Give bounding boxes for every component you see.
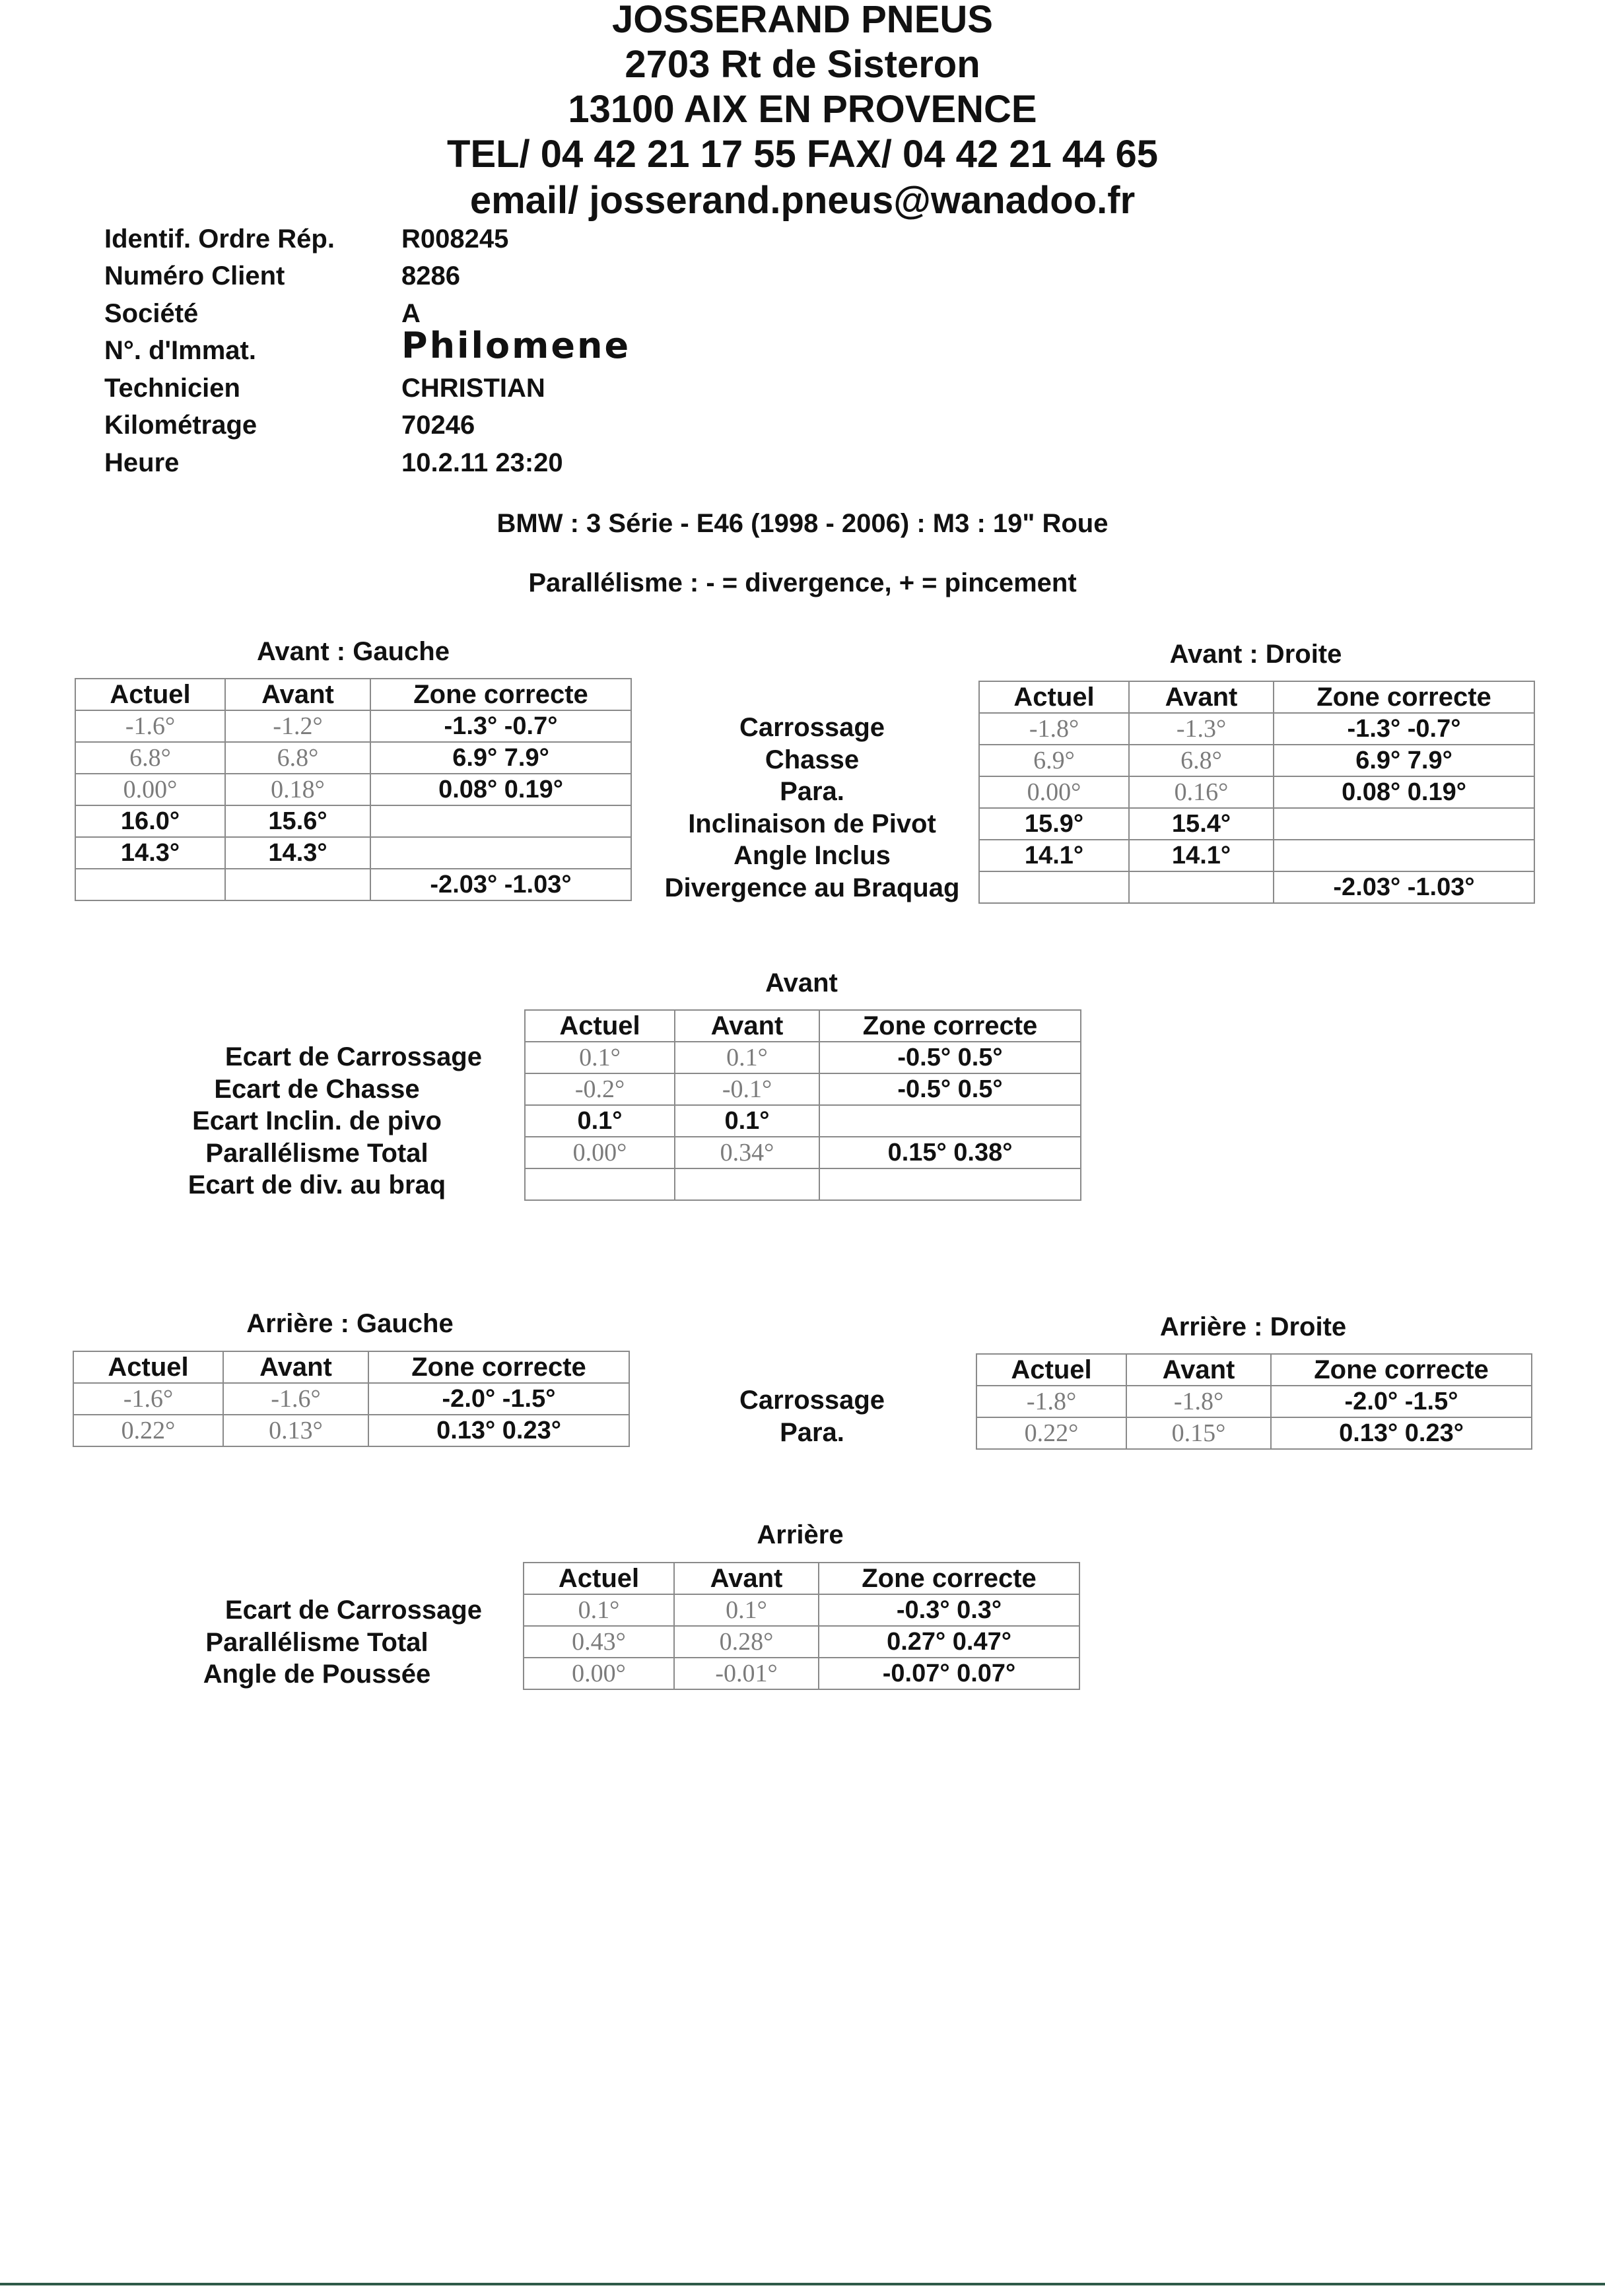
row-label: Ecart de Carrossage [224,1596,482,1625]
before-cell: 0.16° [1129,776,1274,808]
range-cell: 6.9° 7.9° [370,742,631,774]
column-header: Zone correcte [1274,681,1534,713]
range-cell: -2.03° -1.03° [1274,871,1534,903]
before-cell: 0.1° [675,1042,819,1073]
table-header-row [73,1351,629,1383]
range-cell: -1.3° -0.7° [1274,713,1534,745]
range-cell [1274,840,1534,871]
front-left-table [75,678,632,901]
row-label: Parallélisme Total [205,1627,428,1657]
company-value: A [401,299,421,328]
page-bottom-rule [0,2283,1605,2285]
column-header: Avant [225,679,370,710]
before-cell: 15.6° [225,805,370,837]
actual-cell: 6.8° [75,742,225,774]
table-row [524,1626,1079,1658]
range-cell: 0.13° 0.23° [368,1415,629,1446]
row-label: Ecart de Chasse [214,1074,420,1104]
column-header: Zone correcte [1271,1354,1532,1386]
row-label: Parallélisme Total [205,1138,428,1168]
column-header: Zone correcte [819,1563,1079,1594]
rear-right-table [976,1353,1532,1450]
table-row [976,1386,1532,1417]
time-value: 10.2.11 23:20 [401,448,563,477]
table-row [75,869,631,900]
range-cell: -0.5° 0.5° [819,1042,1081,1073]
before-cell: 14.3° [225,837,370,869]
before-cell: 0.28° [674,1626,819,1658]
before-cell [1129,871,1274,903]
table-header-row [524,1563,1079,1594]
registration-value: Philomene [401,325,631,366]
before-cell: 14.1° [1129,840,1274,871]
column-header: Avant [223,1351,368,1383]
column-header: Actuel [524,1563,674,1594]
table-row [73,1383,629,1415]
table-row [73,1415,629,1446]
info-label: Identif. Ordre Rép. [104,224,335,253]
before-cell: -0.01° [674,1658,819,1689]
table-row [525,1105,1081,1137]
row-label: Para. [780,1417,844,1447]
rear-left-title: Arrière : Gauche [246,1309,454,1338]
front-axle-title: Avant [765,968,838,997]
front-right-title: Avant : Droite [1169,640,1342,669]
actual-cell: -1.6° [75,710,225,742]
actual-cell: 0.1° [525,1042,675,1073]
actual-cell: 0.22° [73,1415,223,1446]
table-row [525,1137,1081,1168]
before-cell [675,1168,819,1200]
column-header: Avant [1129,681,1274,713]
range-cell [819,1168,1081,1200]
table-row [979,745,1534,776]
table-header-row [976,1354,1532,1386]
range-cell: 6.9° 7.9° [1274,745,1534,776]
range-cell [1274,808,1534,840]
range-cell: -2.03° -1.03° [370,869,631,900]
rear-axle-title: Arrière [757,1520,844,1549]
before-cell: 15.4° [1129,808,1274,840]
before-cell: 0.15° [1126,1417,1271,1449]
info-label: Numéro Client [104,261,285,290]
info-label: N°. d'Immat. [104,336,256,365]
info-label: Heure [104,448,180,477]
column-header: Actuel [525,1010,675,1042]
table-header-row [979,681,1534,713]
before-cell: 6.8° [225,742,370,774]
rear-right-title: Arrière : Droite [1159,1312,1347,1341]
actual-cell [979,871,1129,903]
row-label: Angle Inclus [734,841,891,870]
table-header-row [75,679,631,710]
range-cell: 0.08° 0.19° [1274,776,1534,808]
technician-value: CHRISTIAN [401,374,545,403]
actual-cell: 0.00° [75,774,225,805]
table-row [525,1168,1081,1200]
before-cell: -0.1° [675,1073,819,1105]
before-cell: -1.2° [225,710,370,742]
column-header: Zone correcte [370,679,631,710]
actual-cell: 14.1° [979,840,1129,871]
table-row [525,1073,1081,1105]
column-header: Zone correcte [819,1010,1081,1042]
actual-cell: -0.2° [525,1073,675,1105]
actual-cell [75,869,225,900]
row-label: Chasse [765,745,860,774]
mileage-value: 70246 [401,411,475,440]
table-row [524,1658,1079,1689]
rear-left-table [73,1351,630,1447]
before-cell [225,869,370,900]
before-cell: 0.18° [225,774,370,805]
table-row [979,808,1534,840]
row-label: Divergence au Braquag [664,873,960,902]
actual-cell: -1.6° [73,1383,223,1415]
company-phone-fax: TEL/ 04 42 21 17 55 FAX/ 04 42 21 44 65 [447,133,1158,176]
actual-cell: 0.00° [979,776,1129,808]
toe-legend: Parallélisme : - = divergence, + = pincement [528,568,1077,597]
before-cell: 0.34° [675,1137,819,1168]
range-cell [370,805,631,837]
row-label: Angle de Poussée [203,1660,431,1689]
rear-axle-table [523,1562,1080,1690]
actual-cell: 15.9° [979,808,1129,840]
column-header: Avant [674,1563,819,1594]
before-cell: -1.8° [1126,1386,1271,1417]
front-axle-labels [152,1041,482,1201]
range-cell [370,837,631,869]
table-row [75,774,631,805]
table-row [75,805,631,837]
column-header: Zone correcte [368,1351,629,1383]
company-name: JOSSERAND PNEUS [612,0,993,41]
range-cell: -0.3° 0.3° [819,1594,1079,1626]
actual-cell: 0.1° [525,1105,675,1137]
actual-cell: 0.00° [525,1137,675,1168]
actual-cell: 0.1° [524,1594,674,1626]
column-header: Actuel [979,681,1129,713]
actual-cell: 14.3° [75,837,225,869]
table-row [524,1594,1079,1626]
company-city: 13100 AIX EN PROVENCE [568,88,1037,131]
actual-cell: -1.8° [979,713,1129,745]
table-row [75,742,631,774]
range-cell: -2.0° -1.5° [1271,1386,1532,1417]
actual-cell: -1.8° [976,1386,1126,1417]
range-cell: 0.27° 0.47° [819,1626,1079,1658]
actual-cell [525,1168,675,1200]
before-cell: 0.1° [674,1594,819,1626]
rear-axle-labels [152,1594,482,1691]
before-cell: 6.8° [1129,745,1274,776]
before-cell: -1.6° [223,1383,368,1415]
row-label: Ecart de div. au braq [188,1170,446,1199]
table-header-row [525,1010,1081,1042]
table-row [976,1417,1532,1449]
range-cell: 0.08° 0.19° [370,774,631,805]
front-left-title: Avant : Gauche [257,637,450,666]
row-label: Para. [780,777,844,806]
info-label: Technicien [104,374,240,403]
front-right-table [978,681,1535,904]
order-id-value: R008245 [401,224,509,253]
actual-cell: 0.43° [524,1626,674,1658]
before-cell: 0.1° [675,1105,819,1137]
row-label: Inclinaison de Pivot [688,809,936,838]
info-label: Société [104,299,199,328]
range-cell: 0.15° 0.38° [819,1137,1081,1168]
actual-cell: 0.22° [976,1417,1126,1449]
column-header: Actuel [75,679,225,710]
table-row [75,710,631,742]
client-number-value: 8286 [401,261,460,290]
range-cell: 0.13° 0.23° [1271,1417,1532,1449]
before-cell: -1.3° [1129,713,1274,745]
row-label: Ecart de Carrossage [224,1042,482,1071]
table-row [979,776,1534,808]
front-axle-table [524,1009,1081,1201]
range-cell: -2.0° -1.5° [368,1383,629,1415]
info-label: Kilométrage [104,411,257,440]
rear-measure-labels [634,1384,990,1448]
column-header: Actuel [73,1351,223,1383]
company-address: 2703 Rt de Sisteron [625,43,980,86]
column-header: Actuel [976,1354,1126,1386]
actual-cell: 6.9° [979,745,1129,776]
table-row [979,871,1534,903]
range-cell: -1.3° -0.7° [370,710,631,742]
range-cell: -0.5° 0.5° [819,1073,1081,1105]
table-row [979,713,1534,745]
row-label: Carrossage [739,713,885,742]
actual-cell: 16.0° [75,805,225,837]
column-header: Avant [1126,1354,1271,1386]
table-row [75,837,631,869]
range-cell: -0.07° 0.07° [819,1658,1079,1689]
before-cell: 0.13° [223,1415,368,1446]
column-header: Avant [675,1010,819,1042]
company-email: email/ josserand.pneus@wanadoo.fr [469,179,1136,222]
front-measure-labels [634,712,990,904]
vehicle-description: BMW : 3 Série - E46 (1998 - 2006) : M3 : 19" Roue [496,509,1109,538]
row-label: Ecart Inclin. de pivo [192,1106,442,1135]
table-row [525,1042,1081,1073]
range-cell [819,1105,1081,1137]
actual-cell: 0.00° [524,1658,674,1689]
table-row [979,840,1534,871]
row-label: Carrossage [739,1386,885,1415]
